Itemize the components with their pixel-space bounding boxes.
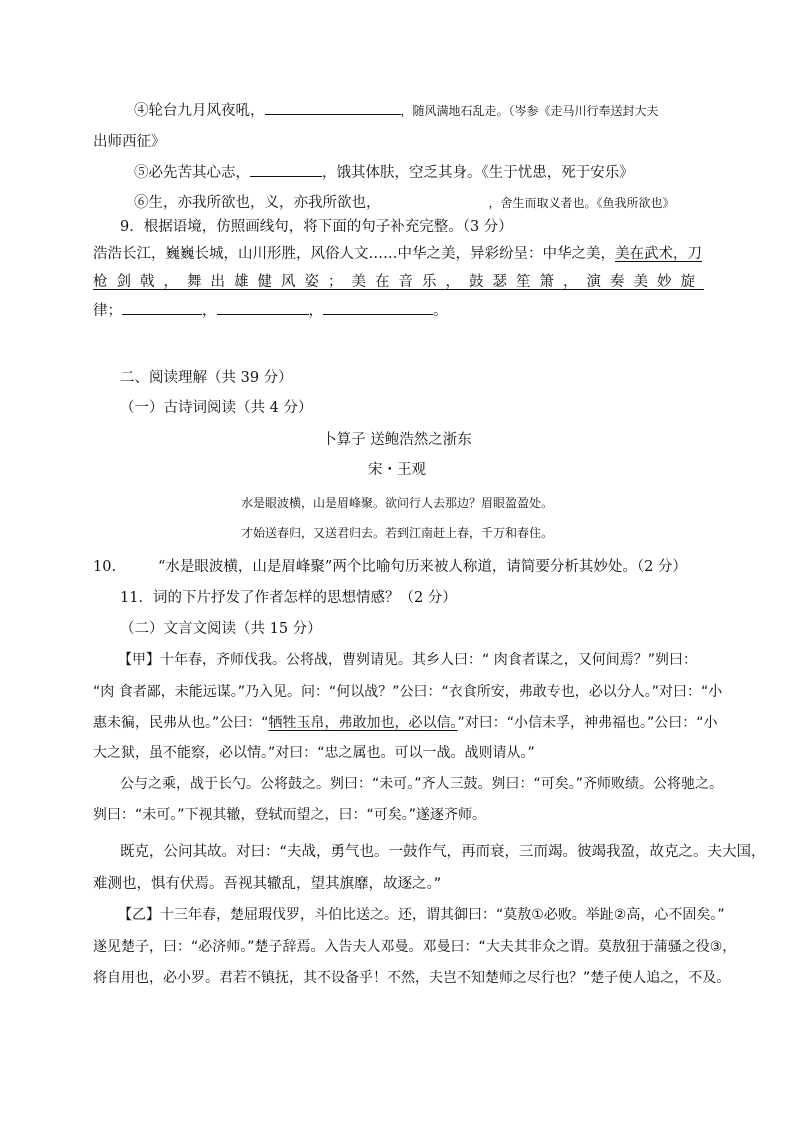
question-10-text: “水是眼波横，山是眉峰聚”两个比喻句历来被人称道，请简要分析其妙处。（2 分） <box>158 559 687 575</box>
passage-yi-line-1: 【乙】十三年春，楚屈瑕伐罗，斗伯比送之。还，谓其御曰：“莫敖①必败。举趾②高，心不固矣。” <box>118 907 725 923</box>
passage-jia-line-6: 刿曰：“未可。”下视其辙，登轼而望之，曰：“可矣。”遂逐齐师。 <box>93 807 487 823</box>
q9-line-1 <box>93 244 702 264</box>
q9-line-3-text: 律； <box>93 303 122 319</box>
question-5-line <box>134 162 634 183</box>
poem-author: 宋・王观 <box>368 462 426 478</box>
jia-line-3-b: ”对曰：“小信未孚，神弗福也。”公曰：“小 <box>457 715 718 731</box>
q9-line-3 <box>93 300 448 321</box>
q5-text-b: ，饿其体肤，空乏其身。《生于忧患，死于安乐》 <box>322 165 634 181</box>
q4-answer-blank[interactable] <box>265 100 401 115</box>
poem-line-1: 水是眼波横，山是眉峰聚。欲问行人去那边？眉眼盈盈处。 <box>240 496 553 510</box>
q9-comma-2: ， <box>308 303 323 319</box>
q4-text-a: ④轮台九月风夜吼， <box>134 103 265 119</box>
passage-jia-line-1: 【甲】十年春，齐师伐我。公将战，曹刿请见。其乡人曰：“ 肉食者谋之，又何间焉？”刿曰： <box>118 652 697 668</box>
question-4-line <box>134 100 659 121</box>
subsection-poem-title: （一）古诗词阅读（共 4 分） <box>120 400 313 416</box>
q6-text-a: ⑥生，亦我所欲也，义，亦我所欲也， <box>134 195 381 211</box>
q9-line-2 <box>93 272 704 292</box>
q6-text-b: ，舍生而取义者也。《鱼我所欲也》 <box>488 196 675 210</box>
q4-text-b: ，随风满地石乱走。（岑参《走马川行奉送封大夫 <box>400 104 659 118</box>
poem-line-2: 才始送春归，又送君归去。若到江南赶上春，千万和春住。 <box>240 526 553 540</box>
jia-line-3-a: 惠未徧，民弗从也。”公曰：“ <box>93 715 269 731</box>
section-2-title: 二、阅读理解（共 39 分） <box>120 370 293 386</box>
passage-jia-line-5: 公与之乘，战于长勺。公将鼓之。刿曰：“未可。”齐人三鼓。刿曰：“可矣。”齐师败绩。公将驰之。 <box>120 776 724 792</box>
q9-comma-1: ， <box>202 303 217 319</box>
q5-text-a: ⑤必先苦其心志， <box>134 165 250 181</box>
poem-title: 卜算子 送鲍浩然之浙东 <box>322 432 472 448</box>
q9-underlined-b: 枪剑戟，舞出雄健风姿； <box>93 274 352 290</box>
question-11: 11．词的下片抒发了作者怎样的思想情感？（2 分） <box>120 590 457 606</box>
passage-yi-line-2: 遂见楚子，曰：“必济师。”楚子辞焉。入告夫人邓曼。邓曼曰：“大夫其非众之谓。莫敖狃于蒲骚之役③， <box>93 939 737 955</box>
q9-answer-blank-2[interactable] <box>217 300 309 315</box>
question-9-title: 9．根据语境，仿照画线句，将下面的句子补充完整。（3 分） <box>120 219 513 235</box>
passage-yi-line-3: 将自用也，必小罗。君若不镇抚，其不设备乎！不然，夫岂不知楚师之尽行也？”楚子使人追之，不及。 <box>93 970 731 986</box>
passage-jia-line-7: 既克，公问其故。对曰：“夫战，勇气也。一鼓作气，再而衰，三而竭。彼竭我盈，故克之。夫大国， <box>120 844 766 860</box>
passage-jia-line-8: 难测也，惧有伏焉。吾视其辙乱，望其旗靡，故逐之。” <box>93 876 442 892</box>
passage-jia-line-4: 大之狱，虽不能察，必以情。”对曰：“忠之属也。可以一战。战则请从。” <box>93 745 535 761</box>
q9-answer-blank-1[interactable] <box>122 300 202 315</box>
jia-underlined-sentence: 牺牲玉帛，弗敢加也，必以信。 <box>268 715 458 731</box>
q9-underlined-c: 美在音乐，鼓瑟笙箫，演奏美妙旋 <box>351 274 704 290</box>
q5-answer-blank[interactable] <box>250 162 322 177</box>
question-6-line <box>134 193 675 213</box>
question-10-number: 10. <box>93 559 117 575</box>
question-4-line-cont: 出师西征》 <box>93 134 166 150</box>
passage-jia-line-3 <box>93 713 718 733</box>
q9-line-1-text: 浩浩长江，巍巍长城，山川形胜，风俗人文……中华之美，异彩纷呈：中华之美， <box>93 246 615 262</box>
subsection-classical-title: （二）文言文阅读（共 15 分） <box>120 621 322 637</box>
q9-underlined-a: 美在武术，刀 <box>615 246 702 262</box>
q9-answer-blank-3[interactable] <box>323 300 433 315</box>
passage-jia-line-2: “肉 食者鄙，未能远谋。”乃入见。问：“何以战？”公曰：“衣食所安，弗敢专也，必以分人。”对曰：“小 <box>93 684 723 700</box>
q9-period: 。 <box>433 303 448 319</box>
